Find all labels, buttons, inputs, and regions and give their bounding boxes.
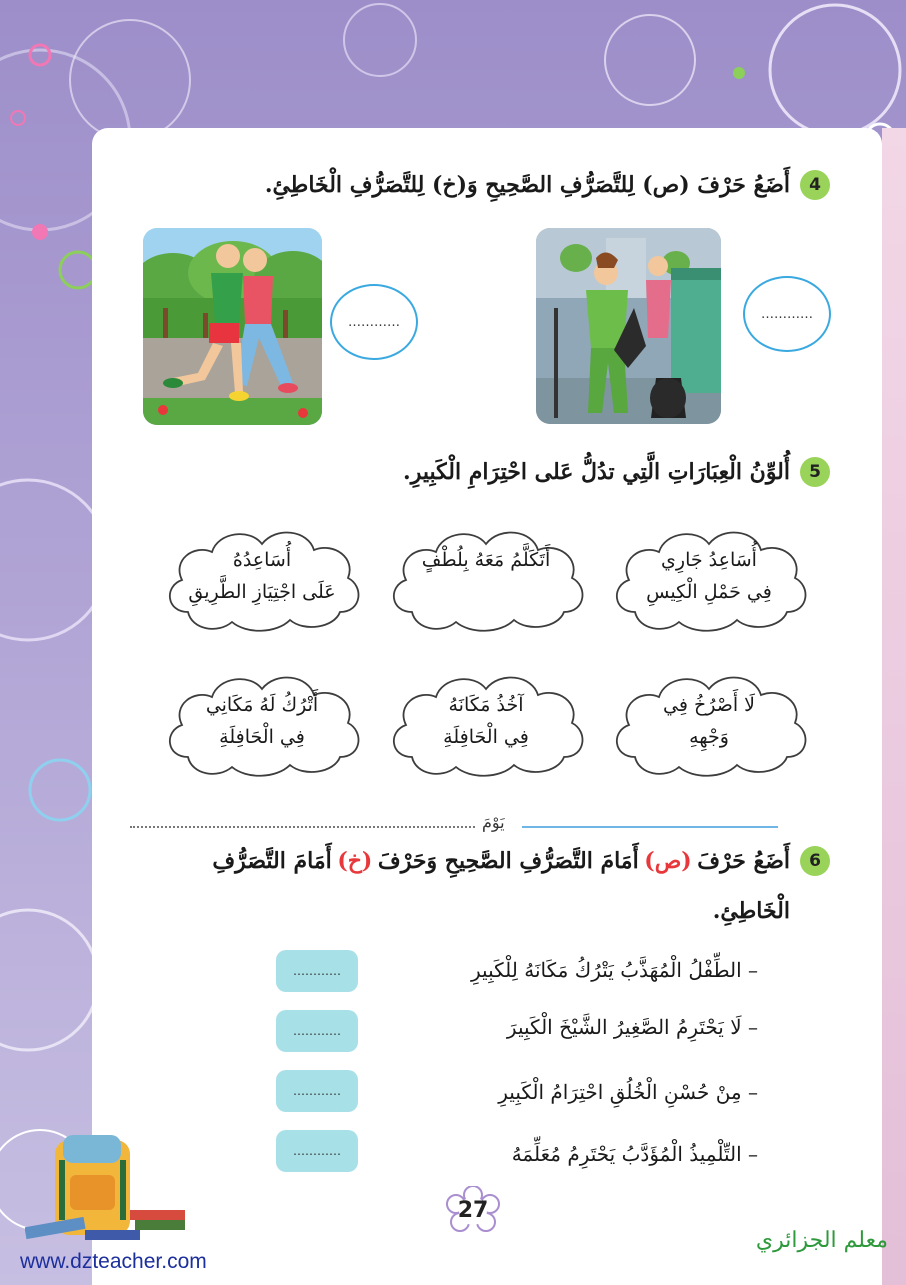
answer-oval-cleaning[interactable]: …………: [743, 276, 831, 352]
cloud-text: [172, 689, 352, 753]
statement-cloud[interactable]: [382, 665, 590, 781]
fighting-boys-illustration: [143, 228, 322, 425]
statement-item: – الطِّفْلُ الْمُهَذَّبُ يَتْرُكُ مَكَانَهُ لِلْكَبِيرِ: [471, 958, 758, 982]
question-number-badge: 6: [800, 846, 830, 876]
question-4-heading: [265, 170, 830, 200]
cloud-text: [619, 544, 799, 608]
cloud-shape: [382, 520, 590, 636]
q6-correct-mark: (ص): [644, 848, 692, 874]
day-solid-line: [522, 826, 778, 828]
cloud-line-1: لَا أَصْرُخُ فِي: [663, 694, 755, 716]
statement-cloud[interactable]: [605, 665, 813, 781]
answer-box[interactable]: …………: [276, 1010, 358, 1052]
cloud-line-1: أَتَكَلَّمُ مَعَهُ بِلُطْفٍ: [421, 549, 551, 571]
q6-text-line2: الْخَاطِئِ.: [712, 898, 790, 924]
cloud-line-2: وَجْهِهِ: [689, 726, 729, 748]
q6-wrong-mark: (خ): [337, 848, 373, 874]
statement-cloud[interactable]: [158, 520, 366, 636]
question-5-text: أُلوِّنُ الْعِبَارَاتِ الَّتِي تدُلُّ عَلى احْتِرَامِ الْكَبِيرِ.: [403, 459, 790, 485]
website-watermark: www.dzteacher.com: [20, 1250, 207, 1273]
cloud-line-2: فِي الْحَافِلَةِ: [443, 726, 529, 748]
cloud-line-2: عَلَى اجْتِيَازِ الطَّرِيقِ: [188, 581, 336, 603]
answer-box[interactable]: …………: [276, 1130, 358, 1172]
cleaning-children-illustration: [536, 228, 721, 424]
statement-item: – التِّلْمِيذُ الْمُؤَدَّبُ يَحْتَرِمُ مُعَلِّمَهُ: [511, 1142, 758, 1166]
cloud-line-1: أَتْرُكُ لَهُ مَكَانِي: [205, 694, 319, 716]
q6-text-part2: أَمَامَ التَّصَرُّفِ الصَّحِيحِ وَحَرْفَ: [377, 848, 639, 874]
question-4-text: أَضَعُ حَرْفَ (ص) لِلتَّصَرُّفِ الصَّحِيحِ وَ(خ) لِلتَّصَرُّفِ الْخَاطِئِ.: [264, 172, 790, 198]
cloud-line-2: فِي الْحَافِلَةِ: [219, 726, 305, 748]
statement-item: – لَا يَحْتَرِمُ الصَّغِيرُ الشَّيْخَ الْكَبِيرَ: [506, 1015, 758, 1039]
q6-text-part3: أَمَامَ التَّصَرُّفِ: [212, 848, 332, 874]
cloud-line-1: أُسَاعِدُ جَارِي: [661, 549, 757, 571]
statement-cloud[interactable]: [158, 665, 366, 781]
question-number-badge: 5: [800, 457, 830, 487]
day-divider: [130, 815, 778, 835]
q6-text-part1: أَضَعُ حَرْفَ: [697, 848, 790, 874]
page-edge-strip: [882, 128, 906, 1285]
day-dotted-line[interactable]: [130, 826, 475, 828]
question-6-heading: [212, 846, 830, 876]
answer-oval-fighting[interactable]: …………: [330, 284, 418, 360]
cloud-text: [172, 544, 352, 608]
statement-cloud[interactable]: [605, 520, 813, 636]
cloud-line-1: آخُذُ مَكَانَهُ: [448, 694, 524, 716]
site-logo-text: معلم الجزائري: [755, 1228, 888, 1253]
statement-cloud[interactable]: [382, 520, 590, 636]
site-logo: [738, 1228, 888, 1268]
day-label: يَوْمَ: [482, 813, 505, 832]
answer-box[interactable]: …………: [276, 1070, 358, 1112]
answer-box[interactable]: …………: [276, 950, 358, 992]
cloud-text: [396, 689, 576, 753]
cloud-line-2: فِي حَمْلِ الْكِيسِ: [646, 581, 772, 603]
page-number: [446, 1186, 500, 1234]
statement-item: – مِنْ حُسْنِ الْخُلُقِ احْتِرَامُ الْكَبِيرِ: [498, 1080, 758, 1104]
cloud-text: [619, 689, 799, 753]
school-bag-illustration: [25, 1130, 195, 1250]
cloud-line-1: أُسَاعِدُهُ: [232, 549, 292, 571]
question-5-heading: [403, 457, 830, 487]
cloud-text: [396, 544, 576, 576]
page-number-text: 27: [457, 1197, 489, 1223]
question-number-badge: 4: [800, 170, 830, 200]
